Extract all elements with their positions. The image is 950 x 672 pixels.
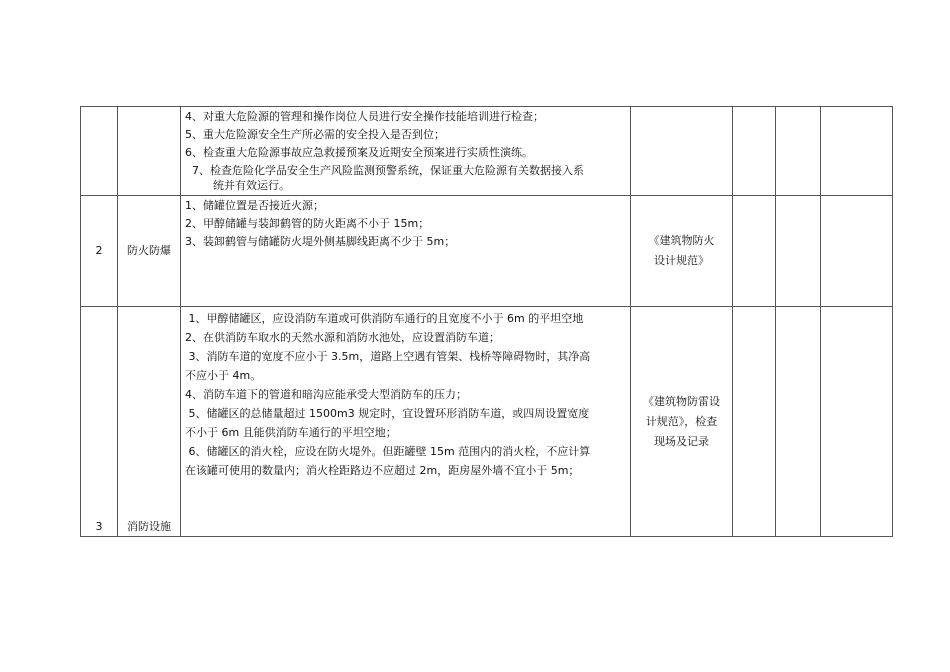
basis-line: 设计规范》 <box>654 254 709 267</box>
item-cell: 消防设施 <box>118 307 181 537</box>
empty-cell <box>821 307 893 537</box>
content-line: 3、消防车道的宽度不应小于 3.5m，道路上空遇有管架、栈桥等障碍物时，其净高 <box>185 350 591 363</box>
content-line: 1、甲醇储罐区，应设消防车道或可供消防车通行的且宽度不小于 6m 的平坦空地 <box>185 312 584 325</box>
row-number-cell: 3 <box>81 307 118 537</box>
content-line: 1、储罐位置是否接近火源； <box>185 199 324 212</box>
basis-cell <box>631 196 733 307</box>
content-line: 7、检查危险化学品安全生产风险监测预警系统，保证重大危险源有关数据接入系 <box>185 164 584 177</box>
basis-line: 计规范》，检查 <box>645 414 718 428</box>
content-cell <box>181 196 631 307</box>
inspection-table <box>80 106 893 537</box>
content-line: 统并有效运行。 <box>185 179 290 192</box>
basis-line: 《建筑物防火 <box>648 234 715 247</box>
basis-cell <box>631 107 733 196</box>
basis-line: 现场及记录 <box>654 434 709 448</box>
content-cell <box>181 307 631 537</box>
empty-cell <box>821 107 893 196</box>
content-line: 5、重大危险源安全生产所必需的安全投入是否到位； <box>185 128 445 141</box>
empty-cell <box>733 196 776 307</box>
content-line: 不应小于 4m。 <box>185 369 262 382</box>
content-line: 2、甲醇储罐与装卸鹤管的防火距离不小于 15m； <box>185 217 430 230</box>
content-line: 6、储罐区的消火栓，应设在防火堤外。但距罐壁 15m 范围内的消火栓，不应计算 <box>185 445 591 458</box>
empty-cell <box>821 196 893 307</box>
basis-cell <box>631 307 733 537</box>
table-row <box>81 307 893 537</box>
item-cell: 防火防爆 <box>118 196 181 307</box>
empty-cell <box>776 307 821 537</box>
empty-cell <box>776 196 821 307</box>
empty-cell <box>776 107 821 196</box>
content-line: 5、储罐区的总储量超过 1500m3 规定时，宜设置环形消防车道，或四周设置宽度 <box>185 407 590 420</box>
item-cell <box>118 107 181 196</box>
content-line: 在该罐可使用的数量内；消火栓距路边不应超过 2m，距房屋外墙不宜小于 5m； <box>185 464 580 477</box>
table-row <box>81 196 893 307</box>
table-row <box>81 107 893 196</box>
content-line: 4、消防车道下的管道和暗沟应能承受大型消防车的压力； <box>185 388 467 401</box>
content-line: 2、在供消防车取水的天然水源和消防水池处，应设置消防车道； <box>185 331 500 344</box>
content-line: 4、对重大危险源的管理和操作岗位人员进行安全操作技能培训进行检查； <box>185 110 544 123</box>
content-line: 不小于 6m 且能供消防车通行的平坦空地； <box>185 426 397 439</box>
empty-cell <box>733 307 776 537</box>
empty-cell <box>733 107 776 196</box>
row-number-cell: 2 <box>81 196 118 307</box>
basis-line: 《建筑物防雷设 <box>643 394 720 408</box>
row-number-cell <box>81 107 118 196</box>
content-cell <box>181 107 631 196</box>
content-line: 3、装卸鹤管与储罐防火堤外侧基脚线距离不少于 5m； <box>185 235 456 248</box>
content-line: 6、检查重大危险源事故应急救援预案及近期安全预案进行实质性演练。 <box>185 146 533 159</box>
